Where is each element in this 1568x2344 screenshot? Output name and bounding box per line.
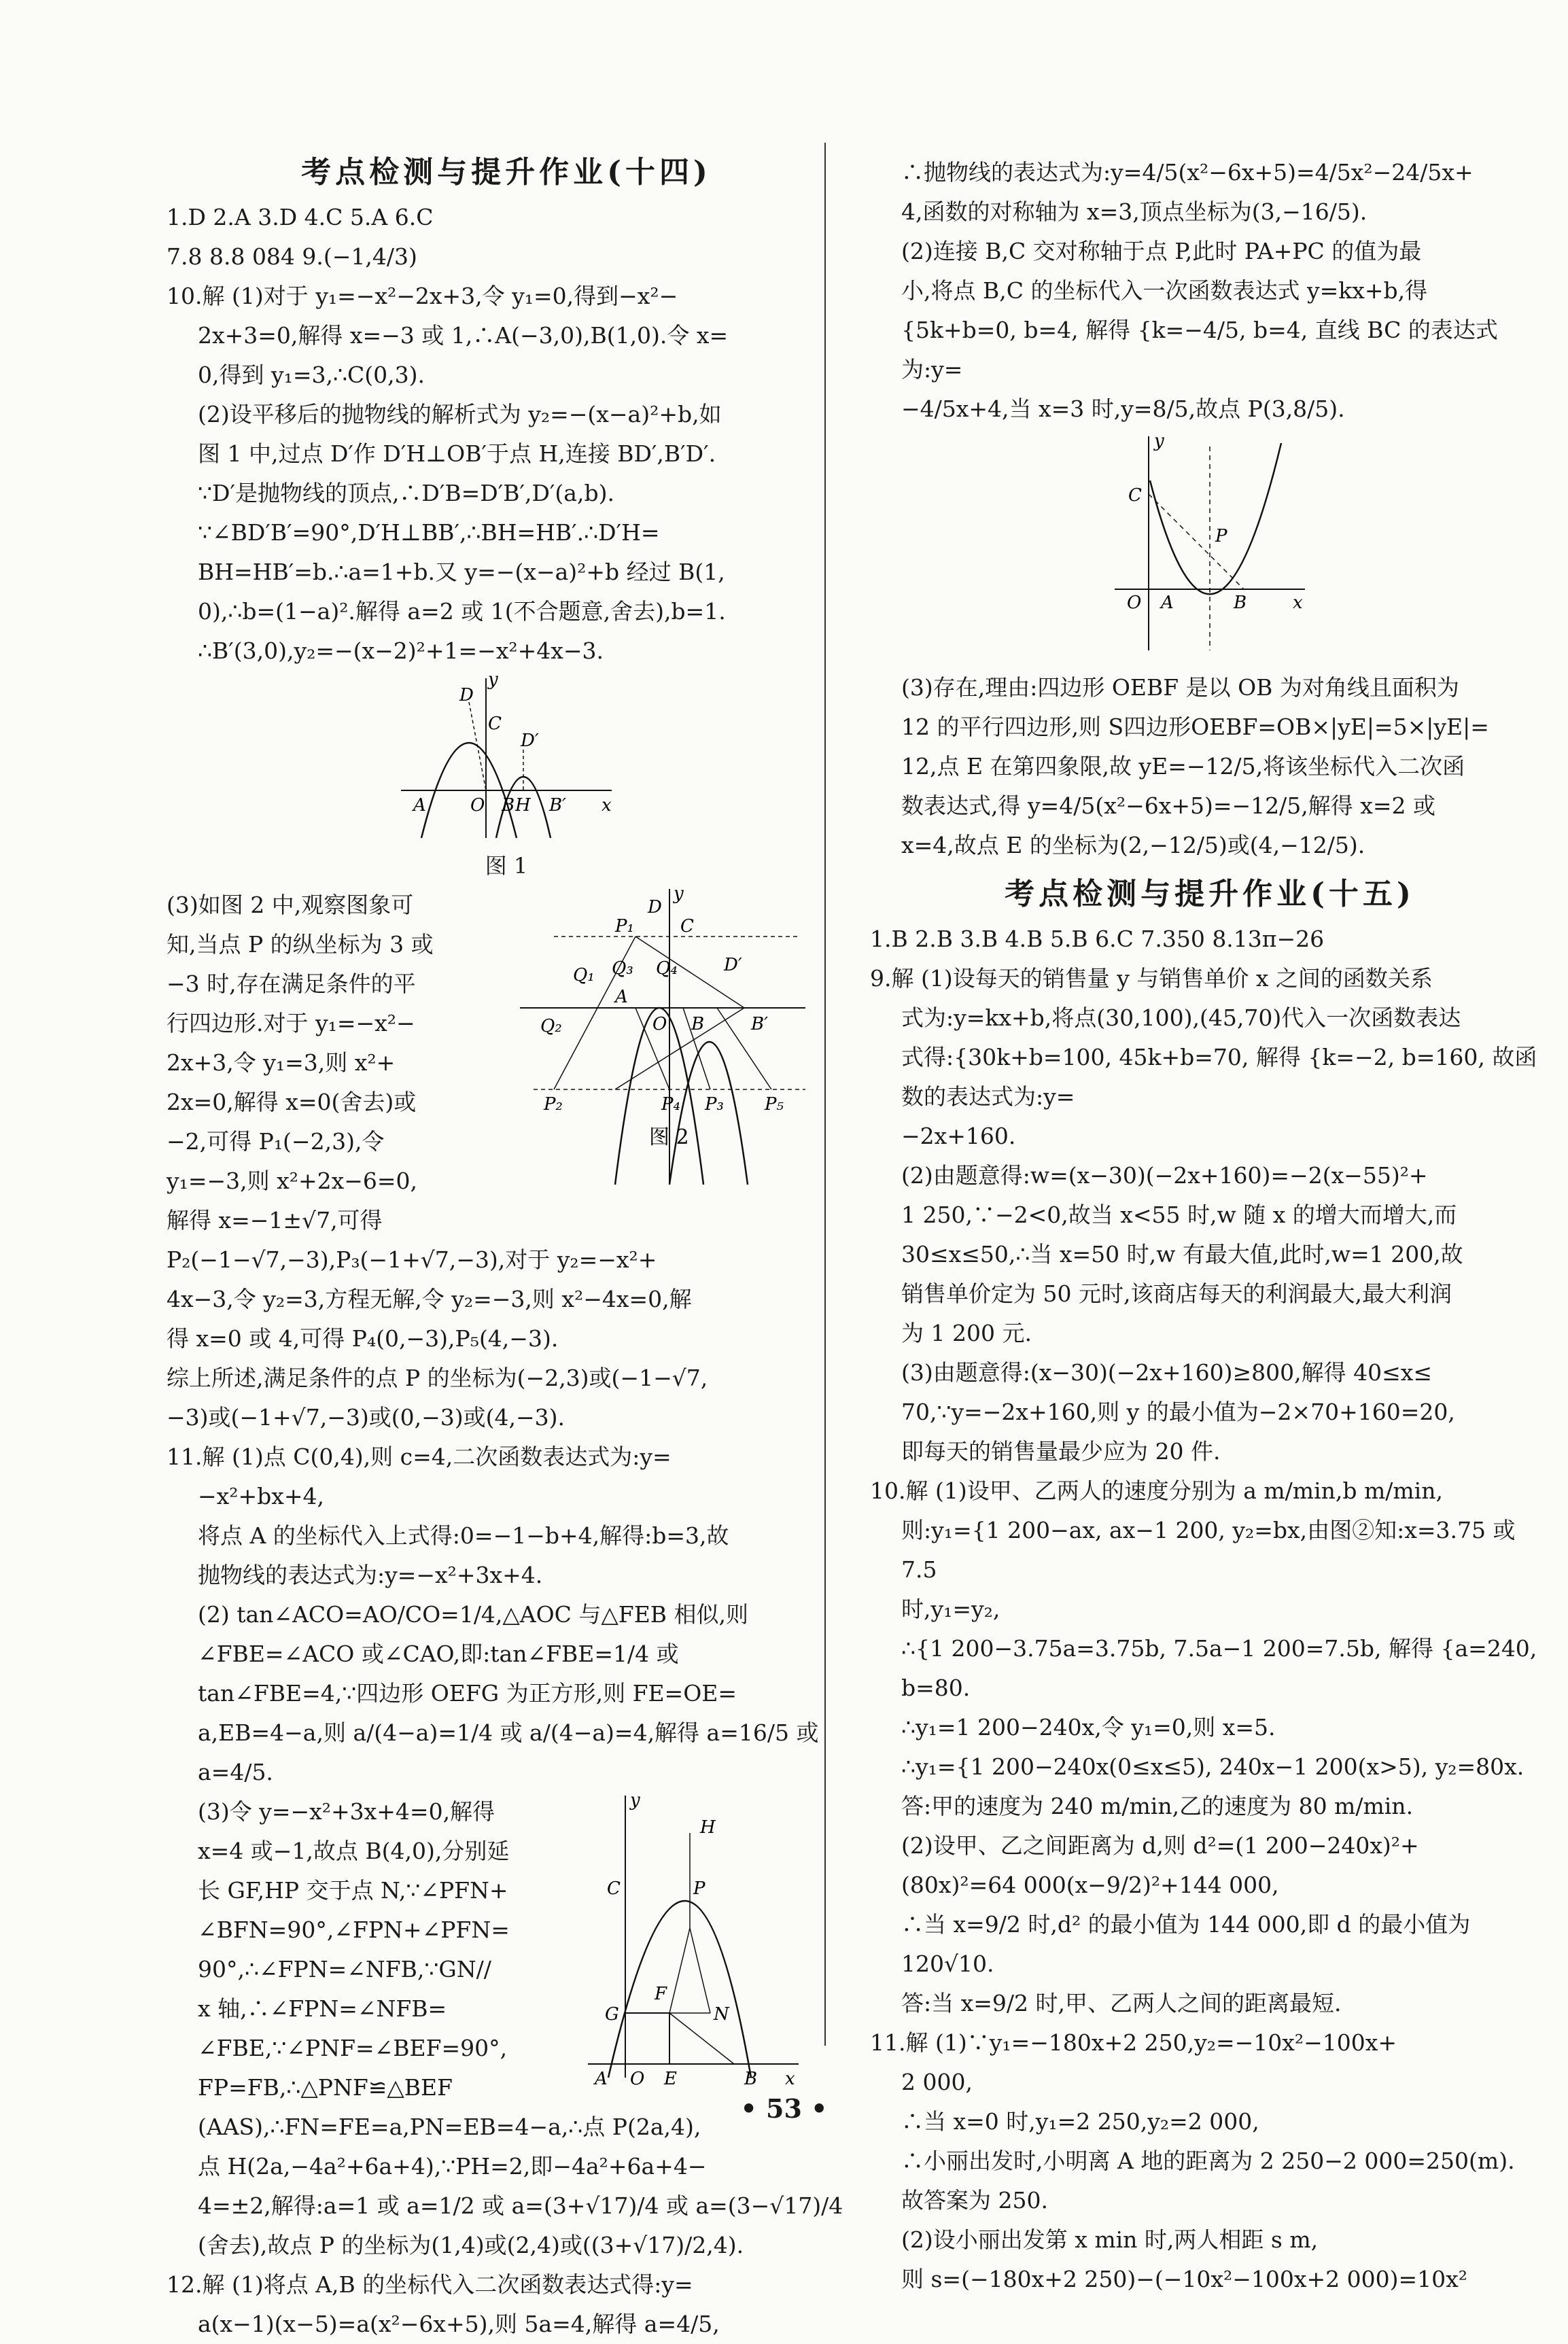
text-line: 4,函数的对称轴为 x=3,顶点坐标为(3,−16/5). <box>901 198 1367 225</box>
text-line: a,EB=4−a,则 a/(4−a)=1/4 或 a/(4−a)=4,解得 a=16/5 或 a=4/5. <box>198 1719 819 1785</box>
right-lines-c <box>870 920 1550 2299</box>
fig1-label: y <box>488 675 498 690</box>
text-line: 行四边形.对于 y₁=−x²− <box>167 1010 415 1036</box>
text-line: y₁=−3,则 x²+2x−6=0, <box>167 1168 418 1194</box>
text-line: 则:y₁={1 200−ax, ax−1 200, y₂=bx,由图②知:x=3.75 或 7.5 <box>901 1517 1516 1583</box>
text-line: 答:当 x=9/2 时,甲、乙两人之间的距离最短. <box>901 1990 1342 2016</box>
text-line: 即每天的销售量最少应为 20 件. <box>901 1438 1221 1465</box>
text-line: 销售单价定为 50 元时,该商店每天的利润最大,最大利润 <box>901 1280 1452 1307</box>
fig3-label: y <box>630 1792 640 1811</box>
text-line: x=4 或−1,故点 B(4,0),分别延 <box>198 1838 510 1864</box>
text-line: 将点 A 的坐标代入上式得:0=−1−b+4,解得:b=3,故 <box>198 1522 729 1549</box>
text-line: 10.解 (1)对于 y₁=−x²−2x+3,令 y₁=0,得到−x²− <box>167 283 678 309</box>
text-line: 70,∵y=−2x+160,则 y 的最小值为−2×70+160=20, <box>901 1399 1455 1425</box>
fig3-label: x <box>785 2069 795 2089</box>
text-line: 120√10. <box>901 1951 994 1977</box>
fig3-label: F <box>655 1984 667 2004</box>
text-line: ∴抛物线的表达式为:y=4/5(x²−6x+5)=4/5x²−24/5x+ <box>901 159 1474 186</box>
text-line: 7.8 8.8 084 9.(−1,4/3) <box>167 243 417 270</box>
text-line: x=4,故点 E 的坐标为(2,−12/5)或(4,−12/5). <box>901 832 1365 858</box>
text-line: 综上所述,满足条件的点 P 的坐标为(−2,3)或(−1−√7, <box>167 1365 708 1391</box>
text-line: 式为:y=kx+b,将点(30,100),(45,70)代入一次函数表达 <box>901 1004 1461 1031</box>
fig2-label: B <box>691 1014 705 1034</box>
text-line: 11.解 (1)∵y₁=−180x+2 250,y₂=−10x²−100x+ <box>870 2029 1397 2056</box>
fig4-label: P <box>1215 526 1227 546</box>
left-column <box>167 153 846 2344</box>
fig3-label: E <box>664 2069 677 2089</box>
fig4-label: x <box>1293 593 1303 613</box>
left-lines-a <box>167 198 846 671</box>
figure-2 <box>513 886 812 1198</box>
text-line: 12 的平行四边形,则 S四边形OEBF=OB×|yE|=5×|yE|= <box>901 714 1489 740</box>
text-line: 9.解 (1)设每天的销售量 y 与销售单价 x 之间的函数关系 <box>870 965 1433 992</box>
text-line: (3)令 y=−x²+3x+4=0,解得 <box>198 1798 495 1825</box>
text-line: ∵D′是抛物线的顶点,∴D′B=D′B′,D′(a,b). <box>198 480 614 506</box>
text-line: ∴{1 200−3.75a=3.75b, 7.5a−1 200=7.5b, 解得 {a=240, b=80. <box>901 1635 1537 1701</box>
text-line: 1.D 2.A 3.D 4.C 5.A 6.C <box>167 204 434 230</box>
fig2-label: P₁ <box>615 916 634 937</box>
text-line: (3)如图 2 中,观察图象可 <box>167 892 414 918</box>
text-line: −2,可得 P₁(−2,3),令 <box>167 1128 385 1155</box>
text-line: 长 GF,HP 交于点 N,∵∠PFN+ <box>198 1877 508 1904</box>
figure-3 <box>581 1792 805 2091</box>
fig4-label: B <box>1234 593 1247 613</box>
fig2-label: P₅ <box>765 1094 784 1115</box>
text-line: −2x+160. <box>901 1123 1016 1149</box>
fig3-label: B <box>744 2069 758 2089</box>
text-line: 0,得到 y₁=3,∴C(0,3). <box>198 362 425 388</box>
fig3-label: P <box>693 1878 705 1899</box>
text-line: 为 1 200 元. <box>901 1320 1032 1346</box>
fig4-label: y <box>1154 433 1164 451</box>
text-line: 90°,∴∠FPN=∠NFB,∵GN// <box>198 1956 491 1982</box>
text-line: 30≤x≤50,∴当 x=50 时,w 有最大值,此时,w=1 200,故 <box>901 1241 1463 1267</box>
fig2-label: D′ <box>724 955 742 975</box>
text-line: (2) tan∠ACO=AO/CO=1/4,△AOC 与△FEB 相似,则 <box>198 1601 749 1628</box>
figure-1-caption: 图 1 <box>485 853 528 879</box>
fig2-label: B′ <box>751 1014 769 1034</box>
text-line: ∴当 x=0 时,y₁=2 250,y₂=2 000, <box>901 2108 1259 2135</box>
text-line: 解得 x=−1±√7,可得 <box>167 1207 383 1234</box>
text-line: (2)设甲、乙之间距离为 d,则 d²=(1 200−240x)²+ <box>901 1832 1419 1859</box>
left-lines-b <box>167 1240 846 1792</box>
fig2-label: D <box>648 897 662 917</box>
fig3-label: C <box>607 1878 621 1899</box>
fig1-label: x <box>602 795 612 816</box>
figure-2-caption: 图 2 <box>649 1125 689 1149</box>
fig2-label: Q₄ <box>656 958 678 979</box>
text-line: (2)设小丽出发第 x min 时,两人相距 s m, <box>901 2226 1319 2253</box>
text-line: 故答案为 250. <box>901 2187 1048 2214</box>
fig4-label: C <box>1128 485 1142 506</box>
fig2-label: P₄ <box>661 1094 680 1115</box>
text-line: {5k+b=0, b=4, 解得 {k=−4/5, b=4, 直线 BC 的表达式为:y= <box>901 317 1498 383</box>
text-line: 图 1 中,过点 D′作 D′H⊥OB′于点 H,连接 BD′,B′D′. <box>198 440 716 467</box>
text-line: a(x−1)(x−5)=a(x²−6x+5),则 5a=4,解得 a=4/5, <box>198 2311 720 2337</box>
text-line: ∠BFN=90°,∠FPN+∠PFN= <box>198 1917 510 1943</box>
fig2-label: C <box>680 916 694 937</box>
text-line: 点 H(2a,−4a²+6a+4),∵PH=2,即−4a²+6a+4− <box>198 2153 707 2180</box>
fig2-label: Q₃ <box>612 958 633 979</box>
text-line: −x²+bx+4, <box>198 1483 325 1509</box>
text-line: ∴y₁=1 200−240x,令 y₁=0,则 x=5. <box>901 1714 1276 1740</box>
fig2-label: P₂ <box>544 1094 563 1115</box>
text-line: ∵∠BD′B′=90°,D′H⊥BB′,∴BH=HB′.∴D′H= <box>198 519 660 546</box>
text-line: ∴当 x=9/2 时,d² 的最小值为 144 000,即 d 的最小值为 <box>901 1911 1471 1938</box>
fig1-label: H <box>515 795 531 816</box>
text-line: 则 s=(−180x+2 250)−(−10x²−100x+2 000)=10x² <box>901 2266 1467 2292</box>
fig3-label: A <box>595 2069 608 2089</box>
fig2-label: P₃ <box>705 1094 724 1115</box>
text-line: −4/5x+4,当 x=3 时,y=8/5,故点 P(3,8/5). <box>901 396 1345 422</box>
text-line: ∠FBE=∠ACO 或∠CAO,即:tan∠FBE=1/4 或 <box>198 1641 679 1667</box>
text-line: 知,当点 P 的纵坐标为 3 或 <box>167 931 434 958</box>
text-line: (舍去),故点 P 的坐标为(1,4)或(2,4)或((3+√17)/2,4). <box>198 2232 744 2258</box>
text-line: 抛物线的表达式为:y=−x²+3x+4. <box>198 1562 543 1588</box>
text-line: 2x+3,令 y₁=3,则 x²+ <box>167 1049 396 1076</box>
text-line: 1 250,∵−2<0,故当 x<55 时,w 随 x 的增大而增大,而 <box>901 1202 1457 1228</box>
text-line: 1.B 2.B 3.B 4.B 5.B 6.C 7.350 8.13π−26 <box>870 926 1325 952</box>
figure-4 <box>1108 433 1312 664</box>
fig1-label: B <box>502 795 515 816</box>
fig3-label: N <box>714 2004 729 2025</box>
text-line: 时,y₁=y₂, <box>901 1596 1000 1622</box>
text-line: ∠FBE,∵∠PNF=∠BEF=90°, <box>198 2035 508 2061</box>
text-line: BH=HB′=b.∴a=1+b.又 y=−(x−a)²+b 经过 B(1, <box>198 559 725 585</box>
fig4-label: A <box>1161 593 1174 613</box>
fig3-label: G <box>605 2004 619 2025</box>
text-line: (80x)²=64 000(x−9/2)²+144 000, <box>901 1872 1279 1898</box>
part3-block <box>167 886 846 1240</box>
fig1-label: D <box>459 685 474 705</box>
section-title-14: 考点检测与提升作业(十四) <box>301 155 712 190</box>
fig3-label: O <box>630 2069 645 2089</box>
fig3-label: H <box>700 1817 716 1838</box>
text-line: 小,将点 B,C 的坐标代入一次函数表达式 y=kx+b,得 <box>901 277 1428 304</box>
text-line: (3)由题意得:(x−30)(−2x+160)≥800,解得 40≤x≤ <box>901 1359 1433 1386</box>
text-line: −3 时,存在满足条件的平 <box>167 970 416 997</box>
text-line: 12.解 (1)将点 A,B 的坐标代入二次函数表达式得:y= <box>167 2271 693 2298</box>
section-title-15: 考点检测与提升作业(十五) <box>1005 877 1415 911</box>
text-line: 式得:{30k+b=100, 45k+b=70, 解得 {k=−2, b=160, 故函数的表达式为:y= <box>901 1044 1537 1110</box>
fig2-label: A <box>615 987 628 1007</box>
text-line: 4x−3,令 y₂=3,方程无解,令 y₂=−3,则 x²−4x=0,解 <box>167 1286 692 1312</box>
text-line: (3)存在,理由:四边形 OEBF 是以 OB 为对角线且面积为 <box>901 674 1459 701</box>
fig2-label: O <box>652 1014 667 1034</box>
text-line: ∴小丽出发时,小明离 A 地的距离为 2 250−2 000=250(m). <box>901 2148 1515 2174</box>
text-line: x 轴,∴∠FPN=∠NFB= <box>198 1995 447 2022</box>
fig1-label: D′ <box>521 731 539 751</box>
text-line: ∴B′(3,0),y₂=−(x−2)²+1=−x²+4x−3. <box>198 637 604 664</box>
text-line: 0),∴b=(1−a)².解得 a=2 或 1(不合题意,舍去),b=1. <box>198 598 726 625</box>
part3b-text <box>167 1792 578 2107</box>
right-lines-a <box>870 153 1550 429</box>
fig1-label: B′ <box>549 795 567 816</box>
text-line: 2x=0,解得 x=0(舍去)或 <box>167 1089 417 1115</box>
text-line: (2)连接 B,C 交对称轴于点 P,此时 PA+PC 的值为最 <box>901 238 1422 264</box>
text-line: (2)设平移后的抛物线的解析式为 y₂=−(x−a)²+b,如 <box>198 401 722 427</box>
text-line: −3)或(−1+√7,−3)或(0,−3)或(4,−3). <box>167 1404 565 1431</box>
fig1-label: A <box>413 795 426 816</box>
text-line: (AAS),∴FN=FE=a,PN=EB=4−a,∴点 P(2a,4), <box>198 2114 701 2140</box>
figure-1 <box>394 675 619 845</box>
fig2-label: Q₂ <box>540 1016 562 1036</box>
text-line: 2 000, <box>901 2069 973 2095</box>
fig4-label: O <box>1127 593 1142 613</box>
text-line: 数表达式,得 y=4/5(x²−6x+5)=−12/5,解得 x=2 或 <box>901 792 1436 819</box>
left-lines-c <box>167 2147 846 2344</box>
fig2-label: Q₁ <box>573 965 595 985</box>
right-column <box>870 153 1550 2299</box>
text-line: FP=FB,∴△PNF≌△BEF <box>198 2074 453 2101</box>
text-line: 2x+3=0,解得 x=−3 或 1,∴A(−3,0),B(1,0).令 x= <box>198 322 729 349</box>
text-line: 12,点 E 在第四象限,故 yE=−12/5,将该坐标代入二次函 <box>901 753 1465 780</box>
text-line: 得 x=0 或 4,可得 P₄(0,−3),P₅(4,−3). <box>167 1325 559 1352</box>
text-line: (2)由题意得:w=(x−30)(−2x+160)=−2(x−55)²+ <box>901 1162 1428 1189</box>
text-line: 10.解 (1)设甲、乙两人的速度分别为 a m/min,b m/min, <box>870 1477 1443 1504</box>
text-line: ∴y₁={1 200−240x(0≤x≤5), 240x−1 200(x>5), y₂=80x. <box>901 1753 1525 1780</box>
text-line: 答:甲的速度为 240 m/min,乙的速度为 80 m/min. <box>901 1793 1414 1819</box>
text-line: 4=±2,解得:a=1 或 a=1/2 或 a=(3+√17)/4 或 a=(3−√17)/4 <box>198 2192 843 2219</box>
part3-text <box>167 886 520 1240</box>
fig1-label: C <box>488 714 502 734</box>
fig2-label: y <box>674 886 684 904</box>
text-line: P₂(−1−√7,−3),P₃(−1+√7,−3),对于 y₂=−x²+ <box>167 1246 657 1273</box>
fig1-label: O <box>470 795 485 816</box>
page-number: • 53 • <box>740 2093 828 2124</box>
text-line: tan∠FBE=4,∵四边形 OEFG 为正方形,则 FE=OE= <box>198 1680 737 1707</box>
text-line: 11.解 (1)点 C(0,4),则 c=4,二次函数表达式为:y= <box>167 1444 672 1470</box>
right-lines-b <box>870 668 1550 865</box>
